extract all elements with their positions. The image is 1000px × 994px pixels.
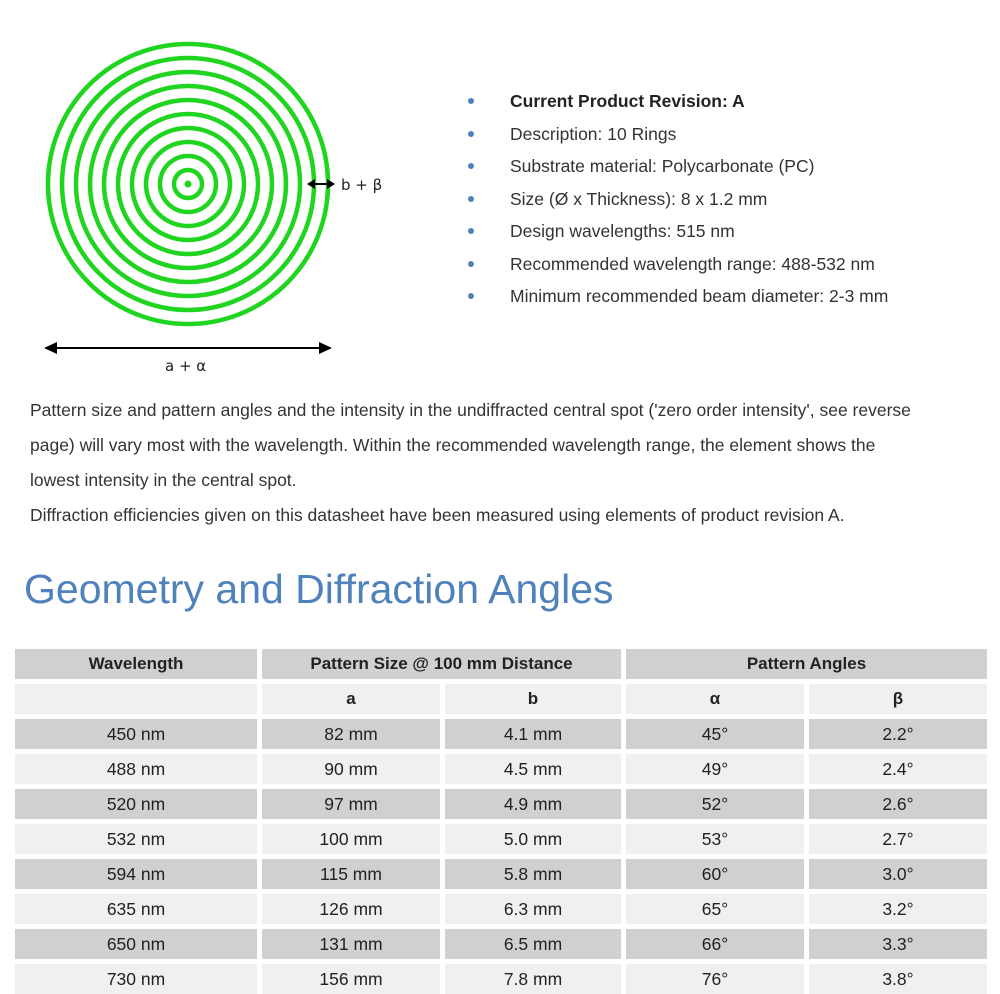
table-row xyxy=(15,894,987,924)
cell-wavelength: 520 nm xyxy=(15,789,257,819)
bullet-icon xyxy=(468,163,474,169)
cell-a: 115 mm xyxy=(262,859,440,889)
cell-b: 6.3 mm xyxy=(445,894,621,924)
spec-text: Substrate material: Polycarbonate (PC) xyxy=(510,156,815,176)
center-dot xyxy=(185,181,192,188)
section-title: Geometry and Diffraction Angles xyxy=(24,566,614,612)
header-pattern-angles: Pattern Angles xyxy=(626,649,987,679)
cell-a: 97 mm xyxy=(262,789,440,819)
cell-b: 4.5 mm xyxy=(445,754,621,784)
cell-alpha: 53° xyxy=(626,824,804,854)
cell-alpha: 66° xyxy=(626,929,804,959)
table-row xyxy=(15,824,987,854)
spec-item xyxy=(468,88,888,121)
cell-beta: 3.3° xyxy=(809,929,987,959)
cell-beta: 2.4° xyxy=(809,754,987,784)
cell-wavelength: 532 nm xyxy=(15,824,257,854)
spec-item xyxy=(468,251,888,284)
table-row xyxy=(15,964,987,994)
bullet-icon xyxy=(468,131,474,137)
cell-a: 100 mm xyxy=(262,824,440,854)
paragraph-line: Diffraction efficiencies given on this datasheet have been measured using elements of product revision A. xyxy=(30,505,845,525)
cell-alpha: 45° xyxy=(626,719,804,749)
paragraph-line: page) will vary most with the wavelength. Within the recommended wavelength range, the element shows the xyxy=(30,435,876,455)
cell-b: 4.9 mm xyxy=(445,789,621,819)
cell-a: 131 mm xyxy=(262,929,440,959)
spec-text: Minimum recommended beam diameter: 2-3 mm xyxy=(510,286,889,306)
pattern-size-arrow xyxy=(44,342,332,354)
cell-b: 7.8 mm xyxy=(445,964,621,994)
cell-beta: 3.2° xyxy=(809,894,987,924)
spec-item xyxy=(468,186,888,219)
cell-b: 5.8 mm xyxy=(445,859,621,889)
spec-item xyxy=(468,153,888,186)
bullet-icon xyxy=(468,196,474,202)
cell-wavelength: 488 nm xyxy=(15,754,257,784)
table-header-row xyxy=(15,649,987,679)
spec-text: Description: 10 Rings xyxy=(510,123,677,144)
cell-alpha: 49° xyxy=(626,754,804,784)
cell-alpha: 52° xyxy=(626,789,804,819)
spec-text: Design wavelengths: 515 nm xyxy=(510,221,735,241)
cell-b: 4.1 mm xyxy=(445,719,621,749)
subheader-a: a xyxy=(262,684,440,714)
spec-text: Size (Ø x Thickness): 8 x 1.2 mm xyxy=(510,188,768,209)
cell-a: 90 mm xyxy=(262,754,440,784)
spec-text: Recommended wavelength range: 488-532 nm xyxy=(510,253,875,274)
cell-beta: 3.8° xyxy=(809,964,987,994)
cell-alpha: 65° xyxy=(626,894,804,924)
spec-item xyxy=(468,218,888,251)
table-subheader-row xyxy=(15,684,987,714)
paragraph-line: lowest intensity in the central spot. xyxy=(30,470,297,490)
table-row xyxy=(15,929,987,959)
cell-wavelength: 635 nm xyxy=(15,894,257,924)
bullet-icon xyxy=(468,293,474,299)
cell-alpha: 60° xyxy=(626,859,804,889)
table-row xyxy=(15,789,987,819)
product-specs-list xyxy=(468,88,888,316)
table-row xyxy=(15,719,987,749)
header-wavelength: Wavelength xyxy=(15,649,257,679)
geometry-table xyxy=(10,644,992,994)
subheader-empty xyxy=(15,684,257,714)
bullet-icon xyxy=(468,261,474,267)
subheader-b: b xyxy=(445,684,621,714)
cell-a: 126 mm xyxy=(262,894,440,924)
subheader-alpha: α xyxy=(626,684,804,714)
cell-alpha: 76° xyxy=(626,964,804,994)
paragraph-line: Pattern size and pattern angles and the intensity in the undiffracted central spot ('zero order intensity', see reverse xyxy=(30,400,911,420)
ring-spacing-arrow xyxy=(307,179,335,189)
cell-wavelength: 594 nm xyxy=(15,859,257,889)
description-paragraph xyxy=(30,393,990,533)
cell-wavelength: 450 nm xyxy=(15,719,257,749)
spec-item xyxy=(468,121,888,154)
spec-item xyxy=(468,283,888,316)
bullet-icon xyxy=(468,228,474,234)
cell-b: 5.0 mm xyxy=(445,824,621,854)
bullet-icon xyxy=(468,98,474,104)
table-row xyxy=(15,859,987,889)
cell-beta: 3.0° xyxy=(809,859,987,889)
cell-beta: 2.7° xyxy=(809,824,987,854)
cell-a: 156 mm xyxy=(262,964,440,994)
pattern-size-label: a + α xyxy=(165,357,207,375)
subheader-beta: β xyxy=(809,684,987,714)
cell-a: 82 mm xyxy=(262,719,440,749)
cell-beta: 2.2° xyxy=(809,719,987,749)
cell-wavelength: 730 nm xyxy=(15,964,257,994)
table-row xyxy=(15,754,987,784)
spec-text: Current Product Revision: A xyxy=(510,91,745,111)
ring-pattern-diagram xyxy=(0,0,420,390)
header-pattern-size: Pattern Size @ 100 mm Distance xyxy=(262,649,621,679)
cell-wavelength: 650 nm xyxy=(15,929,257,959)
cell-b: 6.5 mm xyxy=(445,929,621,959)
cell-beta: 2.6° xyxy=(809,789,987,819)
ring-spacing-label: b + β xyxy=(341,176,383,194)
